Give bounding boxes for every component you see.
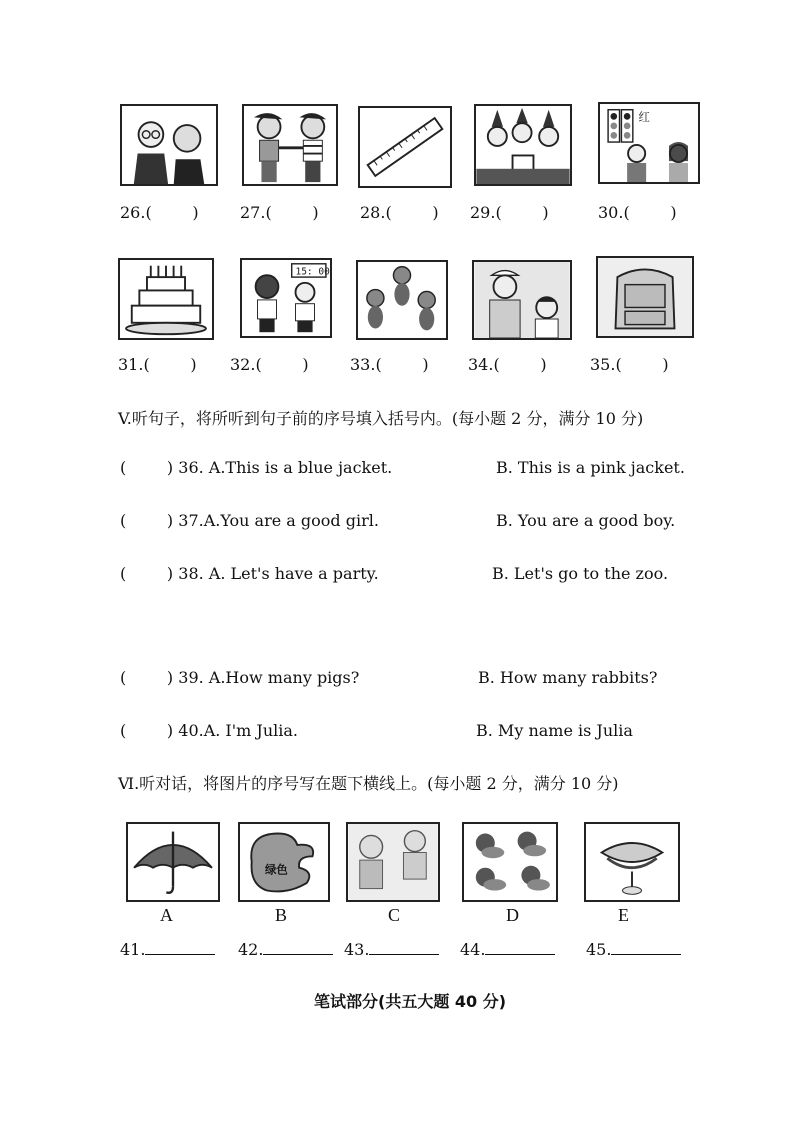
- picture-34-teacher-student: [472, 260, 572, 340]
- picture-29-birthday-party: [474, 104, 572, 186]
- answer-29[interactable]: 29.( ): [470, 203, 549, 222]
- answer-43[interactable]: [344, 940, 439, 959]
- answer-42[interactable]: [238, 940, 333, 959]
- question-39-option-b: B. How many rabbits?: [478, 668, 658, 687]
- answer-45[interactable]: [586, 940, 681, 959]
- question-37: ( ) 37.A.You are a good girl.: [120, 511, 379, 530]
- question-40-option-b: B. My name is Julia: [476, 721, 633, 740]
- answer-41[interactable]: [120, 940, 215, 959]
- answer-45-blank[interactable]: [611, 940, 681, 955]
- answer-27[interactable]: 27.( ): [240, 203, 319, 222]
- picture-35-schoolbag: [596, 256, 694, 338]
- answer-41-blank[interactable]: [145, 940, 215, 955]
- question-38-option-b: B. Let's go to the zoo.: [492, 564, 669, 583]
- answer-28[interactable]: 28.( ): [360, 203, 439, 222]
- answer-31[interactable]: 31.( ): [118, 355, 197, 374]
- answer-43-blank[interactable]: [369, 940, 439, 955]
- question-36-option-b: B. This is a pink jacket.: [496, 458, 685, 477]
- picture-26-grandparents: [120, 104, 218, 186]
- answer-44-label: 44.: [460, 940, 486, 959]
- section-5-heading: V.听句子，将所听到句子前的序号填入括号内。(每小题 2 分，满分 10 分): [118, 409, 644, 428]
- picture-letter-a: A: [160, 905, 173, 925]
- answer-44[interactable]: [460, 940, 555, 959]
- picture-letter-c: C: [388, 905, 401, 925]
- answer-43-label: 43.: [344, 940, 370, 959]
- written-part-title: 笔试部分(共五大题 40 分): [314, 992, 507, 1011]
- picture-b-green-paint: [238, 822, 330, 902]
- answer-44-blank[interactable]: [485, 940, 555, 955]
- picture-d-lions: [462, 822, 558, 902]
- picture-letter-e: E: [618, 905, 629, 925]
- answer-45-label: 45.: [586, 940, 612, 959]
- answer-34[interactable]: 34.( ): [468, 355, 547, 374]
- answer-33[interactable]: 33.( ): [350, 355, 429, 374]
- answer-26[interactable]: 26.( ): [120, 203, 199, 222]
- answer-35[interactable]: 35.( ): [590, 355, 669, 374]
- section-6-heading: Ⅵ.听对话，将图片的序号写在题下横线上。(每小题 2 分，满分 10 分): [118, 774, 619, 793]
- picture-30-traffic-light: [598, 102, 700, 184]
- answer-30[interactable]: 30.( ): [598, 203, 677, 222]
- picture-32-clock-kids: [240, 258, 332, 338]
- question-39: ( ) 39. A.How many pigs?: [120, 668, 360, 687]
- picture-letter-b: B: [275, 905, 288, 925]
- answer-41-label: 41.: [120, 940, 146, 959]
- question-40: ( ) 40.A. I'm Julia.: [120, 721, 298, 740]
- picture-31-birthday-cake: [118, 258, 214, 340]
- green-label: 绿色: [265, 862, 288, 877]
- question-37-option-b: B. You are a good boy.: [496, 511, 676, 530]
- clock-time: 15: 00: [295, 266, 330, 278]
- question-36: ( ) 36. A.This is a blue jacket.: [120, 458, 393, 477]
- picture-33-monkeys: [356, 260, 448, 340]
- question-38: ( ) 38. A. Let's have a party.: [120, 564, 379, 583]
- answer-42-label: 42.: [238, 940, 264, 959]
- traffic-light-label: 红: [638, 110, 650, 125]
- picture-28-ruler: [358, 106, 452, 188]
- answer-32[interactable]: 32.( ): [230, 355, 309, 374]
- picture-a-umbrella: [126, 822, 220, 902]
- picture-27-handshake: [242, 104, 338, 186]
- picture-c-children: [346, 822, 440, 902]
- picture-letter-d: D: [506, 905, 519, 925]
- picture-e-rope-toy: [584, 822, 680, 902]
- answer-42-blank[interactable]: [263, 940, 333, 955]
